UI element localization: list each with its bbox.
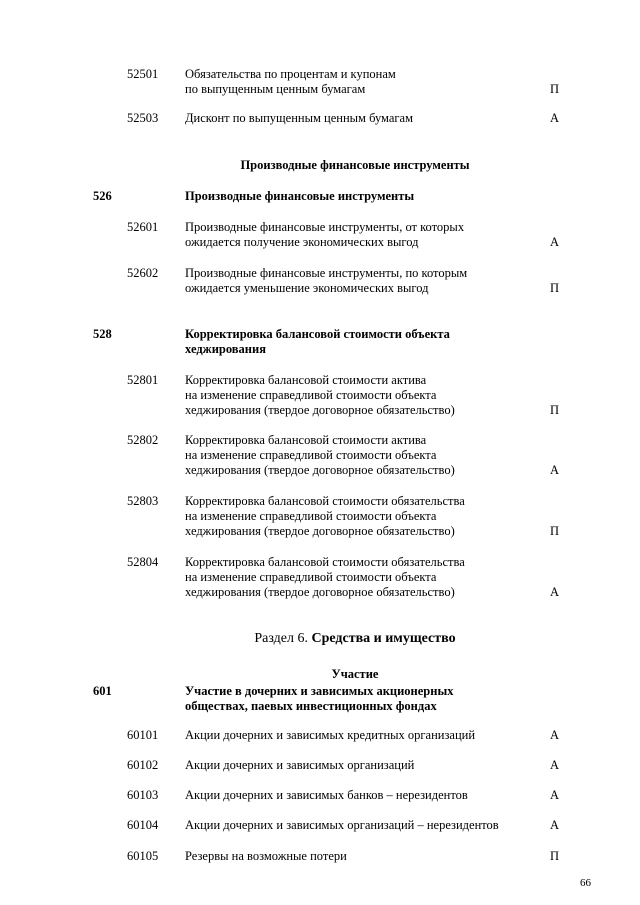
account-code: 52503: [127, 111, 159, 125]
account-description: Дисконт по выпущенным ценным бумагам: [185, 111, 413, 125]
account-description: хеджирования (твердое договорное обязательство): [185, 463, 455, 477]
account-group-title: обществах, паевых инвестиционных фондах: [185, 699, 437, 713]
account-description: Акции дочерних и зависимых организаций – нерезидентов: [185, 818, 499, 832]
subsection-heading: Участие: [331, 667, 379, 681]
account-description: Корректировка балансовой стоимости обязательства: [185, 555, 465, 569]
account-group-title: Производные финансовые инструменты: [185, 189, 415, 203]
account-sign: А: [550, 788, 560, 802]
account-description: на изменение справедливой стоимости объекта: [185, 509, 437, 523]
account-code: 52802: [127, 433, 159, 447]
account-sign: А: [550, 758, 560, 772]
account-sign: П: [550, 403, 560, 417]
account-description: Обязательства по процентам и купонам: [185, 67, 396, 81]
account-description: на изменение справедливой стоимости объекта: [185, 388, 437, 402]
account-sign: А: [550, 235, 560, 249]
account-sign: П: [550, 524, 560, 538]
account-description: Акции дочерних и зависимых кредитных организаций: [185, 728, 476, 742]
account-code: 52602: [127, 266, 159, 280]
section-prefix: Раздел 6.: [254, 631, 312, 646]
account-description: Производные финансовые инструменты, от которых: [185, 220, 465, 234]
account-description: Акции дочерних и зависимых банков – нерезидентов: [185, 788, 468, 802]
account-code: 60102: [127, 758, 159, 772]
account-description: на изменение справедливой стоимости объекта: [185, 448, 437, 462]
account-description: Корректировка балансовой стоимости обязательства: [185, 494, 465, 508]
account-description: хеджирования (твердое договорное обязательство): [185, 585, 455, 599]
account-description: хеджирования (твердое договорное обязательство): [185, 524, 455, 538]
account-sign: А: [550, 728, 560, 742]
account-description: Производные финансовые инструменты, по которым: [185, 266, 468, 280]
account-description: на изменение справедливой стоимости объекта: [185, 570, 437, 584]
account-sign: А: [550, 585, 560, 599]
account-sign: А: [550, 818, 560, 832]
account-group-code: 601: [93, 684, 112, 698]
section-name: Средства и имущество: [311, 631, 456, 646]
account-code: 60101: [127, 728, 159, 742]
account-code: 52501: [127, 67, 159, 81]
account-group-title: Участие в дочерних и зависимых акционерных: [185, 684, 454, 698]
account-code: 52804: [127, 555, 159, 569]
account-group-code: 528: [93, 327, 112, 341]
account-group-title: хеджирования: [185, 342, 266, 356]
account-code: 52601: [127, 220, 159, 234]
account-description: Корректировка балансовой стоимости актива: [185, 373, 427, 387]
account-description: ожидается уменьшение экономических выгод: [185, 281, 429, 295]
account-code: 60103: [127, 788, 159, 802]
account-sign: П: [550, 82, 560, 96]
page-number: 66: [580, 877, 591, 889]
account-description: ожидается получение экономических выгод: [185, 235, 419, 249]
account-group-title: Корректировка балансовой стоимости объекта: [185, 327, 450, 341]
account-sign: А: [550, 111, 560, 125]
account-code: 60104: [127, 818, 159, 832]
section-heading: Производные финансовые инструменты: [240, 158, 470, 172]
account-code: 60105: [127, 849, 159, 863]
account-sign: П: [550, 281, 560, 295]
account-description: хеджирования (твердое договорное обязательство): [185, 403, 455, 417]
account-code: 52803: [127, 494, 159, 508]
account-code: 52801: [127, 373, 159, 387]
account-sign: А: [550, 463, 560, 477]
account-description: Резервы на возможные потери: [185, 849, 347, 863]
account-description: по выпущенным ценным бумагам: [185, 82, 366, 96]
account-group-code: 526: [93, 189, 112, 203]
account-description: Корректировка балансовой стоимости актива: [185, 433, 427, 447]
account-description: Акции дочерних и зависимых организаций: [185, 758, 415, 772]
section-title: [0, 630, 640, 647]
account-sign: П: [550, 849, 560, 863]
